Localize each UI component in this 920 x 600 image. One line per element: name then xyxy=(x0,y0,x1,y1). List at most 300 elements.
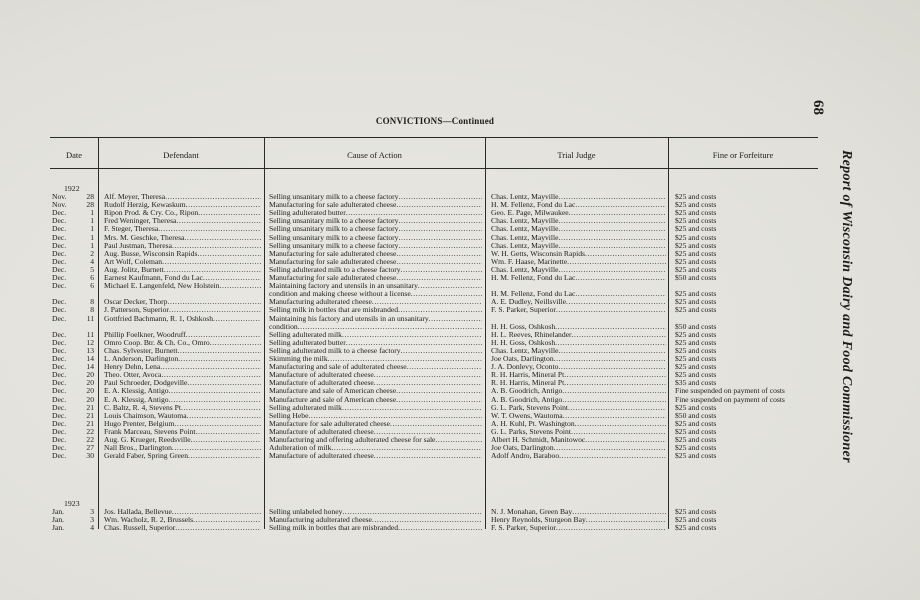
dot-leader xyxy=(346,339,482,347)
defendant-cell-text: Fred Weninger, Theresa xyxy=(104,217,177,226)
fine-cell xyxy=(675,298,825,306)
date-day xyxy=(76,412,94,420)
defendant-cell xyxy=(104,282,261,290)
fine-cell-text: $25 and costs xyxy=(675,217,717,226)
judge-cell-text: H. M. Fellenz, Fond du Lac xyxy=(491,201,576,210)
judge-cell-text: Chas. Lentz, Mayville xyxy=(491,225,559,234)
dot-leader xyxy=(162,258,261,266)
date-day xyxy=(76,428,94,436)
cause-cell xyxy=(269,524,482,532)
header-trial-judge: Trial Judge xyxy=(557,150,596,160)
defendant-cell xyxy=(104,298,261,306)
dot-leader xyxy=(374,379,482,387)
judge-cell xyxy=(491,339,666,347)
date-day xyxy=(76,298,94,306)
date-month xyxy=(52,363,76,371)
judge-cell-text: Adolf Andro, Baraboo xyxy=(491,452,560,461)
judge-cell-text: A. B. Goodrich, Antigo xyxy=(491,395,563,404)
judge-cell-text: F. S. Parker, Superior xyxy=(491,306,556,315)
cause-cell-text: Manufacture and sale of American cheese xyxy=(269,395,397,404)
date-month-text: Dec. xyxy=(52,217,67,226)
cause-cell-text: Selling unsanitary milk to a cheese factory xyxy=(269,193,399,201)
date-day xyxy=(76,444,94,452)
date-month-text: Dec. xyxy=(52,241,67,250)
dot-leader xyxy=(435,436,482,444)
defendant-cell xyxy=(104,371,261,379)
date-month xyxy=(52,225,76,233)
cause-cell-text: Selling adulterated milk xyxy=(269,330,342,339)
dot-leader xyxy=(558,193,666,201)
fine-cell-text: $25 and costs xyxy=(675,524,717,533)
cause-cell-text: Selling milk in bottles that are misbranded xyxy=(269,524,399,533)
dot-leader xyxy=(210,339,261,347)
date-month-text: Dec. xyxy=(52,427,67,436)
date-month xyxy=(52,282,76,290)
judge-cell xyxy=(491,323,666,331)
dot-leader xyxy=(558,217,666,225)
cause-cell-text: Selling unsanitary milk to a cheese factory xyxy=(269,225,399,234)
dot-leader xyxy=(559,452,666,460)
dot-leader xyxy=(396,201,482,209)
dot-leader xyxy=(396,387,482,395)
date-day xyxy=(76,387,94,395)
fine-cell xyxy=(675,444,825,452)
date-day xyxy=(76,234,94,242)
date-day xyxy=(76,209,94,217)
fine-cell xyxy=(675,250,825,258)
judge-cell xyxy=(491,266,666,274)
fine-cell-text: $50 and costs xyxy=(675,274,717,282)
judge-cell xyxy=(491,217,666,225)
date-day-text: 6 xyxy=(90,274,94,282)
fine-cell xyxy=(675,331,825,339)
defendant-cell-text: Mrs. M. Geschke, Theresa xyxy=(104,233,185,242)
dot-leader xyxy=(203,274,261,282)
defendant-cell xyxy=(104,508,261,516)
fine-cell-text: $25 and costs xyxy=(675,330,717,339)
dot-leader xyxy=(398,225,482,233)
date-day xyxy=(76,436,94,444)
cause-cell xyxy=(269,508,482,516)
dot-leader xyxy=(374,428,482,436)
date-day-text: 3 xyxy=(90,516,94,525)
date-day-text: 22 xyxy=(86,436,94,444)
date-day-text: 14 xyxy=(86,363,94,372)
defendant-cell xyxy=(104,355,261,363)
defendant-cell xyxy=(104,444,261,452)
dot-leader xyxy=(390,420,482,428)
date-day-text: 1 xyxy=(90,209,94,218)
defendant-cell xyxy=(104,420,261,428)
cause-cell-text: Maintaining factory and utensils in an unsanitary xyxy=(269,282,418,291)
cause-cell xyxy=(269,379,482,387)
date-month xyxy=(52,396,76,404)
fine-cell-text: $25 and costs xyxy=(675,257,717,266)
cause-cell xyxy=(269,234,482,242)
judge-cell-text: A. E. Dudley, Neillsville xyxy=(491,298,567,307)
cause-cell xyxy=(269,452,482,460)
date-month-text: Dec. xyxy=(52,419,67,428)
date-month xyxy=(52,298,76,306)
cause-cell-text: Manufacture and sale of American cheese xyxy=(269,387,397,396)
dot-leader xyxy=(398,234,482,242)
cause-cell-text: Manufacturing adulterated cheese xyxy=(269,298,372,307)
cause-cell-text: Maintaining his factory and utensils in an unsanitary xyxy=(269,314,429,323)
judge-cell-text: Chas. Lentz, Mayville xyxy=(491,193,559,201)
fine-cell-text: Fine suspended on payment of costs xyxy=(675,395,785,404)
defendant-cell xyxy=(104,436,261,444)
dot-leader xyxy=(572,508,666,516)
judge-cell xyxy=(491,452,666,460)
dot-leader xyxy=(187,379,261,387)
cause-cell xyxy=(269,363,482,371)
date-day xyxy=(76,371,94,379)
cause-cell xyxy=(269,315,482,323)
dot-leader xyxy=(346,209,482,217)
date-day-text: 27 xyxy=(86,444,94,453)
defendant-cell-text: Gottfried Bachmann, R. 1, Oshkosh xyxy=(104,314,214,323)
judge-cell-text: W. H. Getts, Wisconsin Rapids xyxy=(491,249,585,258)
cause-cell-text: Selling adulterated butter xyxy=(269,209,346,218)
fine-cell-text: $50 and costs xyxy=(675,322,717,331)
date-month xyxy=(52,524,76,532)
date-month xyxy=(52,347,76,355)
date-day xyxy=(76,379,94,387)
cause-cell xyxy=(269,274,482,282)
dot-leader xyxy=(181,404,261,412)
dot-leader xyxy=(554,444,666,452)
column-divider xyxy=(98,137,99,529)
cause-cell xyxy=(269,225,482,233)
dot-leader xyxy=(554,355,666,363)
judge-cell-text: Chas. Lentz, Mayville xyxy=(491,241,559,250)
defendant-cell-text: Jos. Hallada, Bellevue xyxy=(104,508,172,516)
judge-cell xyxy=(491,242,666,250)
fine-cell xyxy=(675,217,825,225)
cause-cell xyxy=(269,412,482,420)
judge-cell-text: F. S. Parker, Superior xyxy=(491,524,556,533)
dot-leader xyxy=(558,242,666,250)
dot-leader xyxy=(172,444,261,452)
judge-cell-text: N. J. Monahan, Green Bay xyxy=(491,508,573,516)
header-date: Date xyxy=(65,150,83,160)
cause-cell xyxy=(269,217,482,225)
dot-leader xyxy=(572,331,666,339)
judge-cell xyxy=(491,274,666,282)
defendant-cell xyxy=(104,315,261,323)
fine-cell xyxy=(675,225,825,233)
cause-cell xyxy=(269,201,482,209)
date-day-text: 20 xyxy=(86,395,94,404)
date-day-text: 13 xyxy=(86,346,94,355)
cause-cell-text: Selling adulterated milk xyxy=(269,403,342,412)
defendant-cell xyxy=(104,250,261,258)
defendant-cell xyxy=(104,193,261,201)
date-month-text: Dec. xyxy=(52,411,67,420)
date-day-text: 12 xyxy=(86,338,94,347)
date-day xyxy=(76,339,94,347)
date-month xyxy=(52,315,76,323)
dot-leader xyxy=(575,290,666,298)
defendant-cell xyxy=(104,306,261,314)
dot-leader xyxy=(558,347,666,355)
dot-leader xyxy=(298,323,482,331)
date-month-text: Jan. xyxy=(52,524,65,533)
fine-cell-text: $50 and costs xyxy=(675,411,717,420)
date-month-text: Dec. xyxy=(52,282,67,291)
dot-leader xyxy=(184,234,261,242)
fine-cell xyxy=(675,355,825,363)
fine-cell-text: $25 and costs xyxy=(675,508,717,516)
cause-cell xyxy=(269,387,482,395)
date-day-text: 28 xyxy=(86,193,94,201)
date-month-text: Dec. xyxy=(52,387,67,396)
date-month xyxy=(52,193,76,201)
fine-cell xyxy=(675,404,825,412)
fine-cell-text: $25 and costs xyxy=(675,419,717,428)
dot-leader xyxy=(567,258,666,266)
fine-cell-text: $25 and costs xyxy=(675,516,717,525)
date-day-text: 1 xyxy=(90,217,94,226)
date-month xyxy=(52,516,76,524)
date-day-text: 28 xyxy=(86,201,94,210)
defendant-cell xyxy=(104,217,261,225)
judge-cell-text: Geo. E. Page, Milwaukee xyxy=(491,209,569,218)
cause-cell xyxy=(269,209,482,217)
defendant-cell-text: Aug. Busse, Wisconsin Rapids xyxy=(104,249,198,258)
fine-cell xyxy=(675,290,825,298)
judge-cell xyxy=(491,234,666,242)
defendant-cell-text: L. Anderson, Darlington xyxy=(104,355,179,363)
judge-cell-text: R. H. Harris, Mineral Pt xyxy=(491,379,565,388)
fine-cell-text: $25 and costs xyxy=(675,201,717,210)
defendant-cell-text: Omro Coop. Btr. & Ch. Co., Omro xyxy=(104,338,210,347)
dot-leader xyxy=(558,225,666,233)
date-month xyxy=(52,250,76,258)
cause-cell xyxy=(269,242,482,250)
date-month xyxy=(52,371,76,379)
date-day-text: 20 xyxy=(86,387,94,396)
date-month xyxy=(52,508,76,516)
defendant-cell-text: Alf. Meyer, Theresa xyxy=(104,193,166,201)
cause-cell-text: Selling Hebe xyxy=(269,411,309,420)
fine-cell xyxy=(675,347,825,355)
running-header: Report of Wisconsin Dairy and Food Commissioner xyxy=(839,150,854,463)
fine-cell xyxy=(675,258,825,266)
table-header-rule xyxy=(50,168,818,169)
defendant-cell-text: Phillip Foelkner, Woodruff xyxy=(104,330,186,339)
defendant-cell-text: Nall Bros., Darlington xyxy=(104,444,172,453)
dot-leader xyxy=(169,306,261,314)
defendant-cell xyxy=(104,266,261,274)
cause-cell-text: Manufacture of adulterated cheese xyxy=(269,371,374,380)
dot-leader xyxy=(555,339,666,347)
fine-cell-text: $25 and costs xyxy=(675,193,717,201)
judge-cell xyxy=(491,363,666,371)
dot-leader xyxy=(187,412,261,420)
fine-cell-text: $25 and costs xyxy=(675,346,717,355)
cause-cell-text: Manufacture of adulterated cheese xyxy=(269,427,374,436)
cause-cell xyxy=(269,306,482,314)
dot-leader xyxy=(563,412,666,420)
dot-leader xyxy=(398,193,482,201)
cause-cell xyxy=(269,266,482,274)
cause-cell-text: Manufacture of adulterated cheese xyxy=(269,379,374,388)
cause-cell xyxy=(269,339,482,347)
date-day xyxy=(76,331,94,339)
date-month xyxy=(52,436,76,444)
date-month xyxy=(52,274,76,282)
date-day-text: 5 xyxy=(90,265,94,274)
dot-leader xyxy=(372,516,482,524)
date-month xyxy=(52,420,76,428)
judge-cell xyxy=(491,524,666,532)
dot-leader xyxy=(372,298,482,306)
cause-cell-text: Adulteration of milk xyxy=(269,444,332,453)
judge-cell xyxy=(491,371,666,379)
defendant-cell-text: Paul Justman, Theresa xyxy=(104,241,172,250)
date-month-text: Dec. xyxy=(52,314,67,323)
cause-cell-text: Selling unsanitary milk to a cheese factory xyxy=(269,233,399,242)
dot-leader xyxy=(562,396,666,404)
date-day-text: 21 xyxy=(86,411,94,420)
cause-cell xyxy=(269,420,482,428)
dot-leader xyxy=(331,444,482,452)
cause-cell xyxy=(269,371,482,379)
judge-cell xyxy=(491,404,666,412)
cause-cell-text: Manufacturing for sale adulterated cheese xyxy=(269,257,397,266)
dot-leader xyxy=(429,315,482,323)
cause-cell xyxy=(269,396,482,404)
cause-cell-text: Manufacturing for sale adulterated cheese xyxy=(269,249,397,258)
date-month xyxy=(52,404,76,412)
cause-cell-text: Manufacturing and offering adulterated cheese for sale xyxy=(269,436,436,444)
date-day xyxy=(76,266,94,274)
defendant-cell-text: Henry Dehn, Lena xyxy=(104,363,161,372)
cause-cell-text: Manufacturing adulterated cheese xyxy=(269,516,372,525)
dot-leader xyxy=(558,363,666,371)
date-month-text: Dec. xyxy=(52,379,67,388)
dot-leader xyxy=(174,420,261,428)
fine-cell-text: $25 and costs xyxy=(675,233,717,242)
date-day-text: 8 xyxy=(90,298,94,307)
date-month xyxy=(52,209,76,217)
date-day xyxy=(76,347,94,355)
defendant-cell-text: E. A. Klessig, Antigo xyxy=(104,387,169,396)
cause-cell-text: Selling milk in bottles that are misbranded xyxy=(269,306,399,315)
dot-leader xyxy=(398,242,482,250)
dot-leader xyxy=(585,436,666,444)
dot-leader xyxy=(555,323,666,331)
date-day-text: 11 xyxy=(86,314,94,323)
fine-cell xyxy=(675,323,825,331)
header-fine-or-forfeiture: Fine or Forfeiture xyxy=(712,150,774,160)
cause-cell-text: condition and making cheese without a license xyxy=(269,290,411,299)
defendant-cell-text: F. Steger, Theresa xyxy=(104,225,159,234)
judge-cell-text: H. H. Goss, Oshkosh xyxy=(491,322,556,331)
judge-cell-text: Chas. Lentz, Mayville xyxy=(491,265,559,274)
defendant-cell-text: Rudolf Herzig, Kewaskum xyxy=(104,201,186,210)
date-month-text: Dec. xyxy=(52,452,67,461)
dot-leader xyxy=(396,258,482,266)
dot-leader xyxy=(564,371,666,379)
date-day-text: 14 xyxy=(86,355,94,363)
cause-cell xyxy=(269,516,482,524)
cause-cell-text: Manufacture of adulterated cheese xyxy=(269,452,374,461)
dot-leader xyxy=(342,508,482,516)
fine-cell-text: $25 and costs xyxy=(675,338,717,347)
defendant-cell xyxy=(104,258,261,266)
dot-leader xyxy=(556,306,666,314)
judge-cell-text: J. A. Donlevy, Oconto xyxy=(491,363,559,372)
judge-cell-text: A. B. Goodrich, Antigo xyxy=(491,387,563,396)
dot-leader xyxy=(564,379,666,387)
date-month xyxy=(52,234,76,242)
defendant-cell xyxy=(104,274,261,282)
defendant-cell xyxy=(104,209,261,217)
judge-cell xyxy=(491,306,666,314)
defendant-cell-text: Gerald Faber, Spring Green xyxy=(104,452,189,461)
fine-cell xyxy=(675,242,825,250)
fine-cell xyxy=(675,193,825,201)
header-defendant: Defendant xyxy=(163,150,199,160)
dot-leader xyxy=(158,225,261,233)
dot-leader xyxy=(191,436,261,444)
fine-cell xyxy=(675,436,825,444)
dot-leader xyxy=(178,347,261,355)
date-month-text: Dec. xyxy=(52,306,67,315)
dot-leader xyxy=(586,516,666,524)
fine-cell-text: Fine suspended on payment of costs xyxy=(675,387,785,396)
dot-leader xyxy=(562,387,666,395)
date-month xyxy=(52,412,76,420)
cause-cell xyxy=(269,258,482,266)
date-month-text: Dec. xyxy=(52,395,67,404)
date-month-text: Dec. xyxy=(52,436,67,444)
cause-cell xyxy=(269,298,482,306)
date-month-text: Jan. xyxy=(52,508,65,516)
judge-cell xyxy=(491,290,666,298)
defendant-cell xyxy=(104,363,261,371)
defendant-cell-text: Aug. G. Krueger, Reedsville xyxy=(104,436,191,444)
date-month-text: Nov. xyxy=(52,193,67,201)
dot-leader xyxy=(197,250,261,258)
dot-leader xyxy=(220,282,261,290)
date-day-text: 30 xyxy=(86,452,94,461)
date-month-text: Dec. xyxy=(52,274,67,282)
column-divider xyxy=(668,137,669,529)
cause-cell-text: Manufacture for sale adulterated cheese xyxy=(269,419,391,428)
date-month xyxy=(52,387,76,395)
date-day xyxy=(76,363,94,371)
date-month xyxy=(52,331,76,339)
date-month-text: Dec. xyxy=(52,338,67,347)
defendant-cell xyxy=(104,452,261,460)
dot-leader xyxy=(186,201,261,209)
dot-leader xyxy=(342,404,482,412)
cause-cell-text: Selling adulterated milk to a cheese factory xyxy=(269,346,401,355)
date-month xyxy=(52,266,76,274)
date-month xyxy=(52,339,76,347)
cause-cell xyxy=(269,404,482,412)
fine-cell-text: $25 and costs xyxy=(675,225,717,234)
dot-leader xyxy=(418,282,482,290)
defendant-cell xyxy=(104,396,261,404)
date-month xyxy=(52,201,76,209)
dot-leader xyxy=(188,452,261,460)
fine-cell xyxy=(675,274,825,282)
date-month-text: Dec. xyxy=(52,346,67,355)
